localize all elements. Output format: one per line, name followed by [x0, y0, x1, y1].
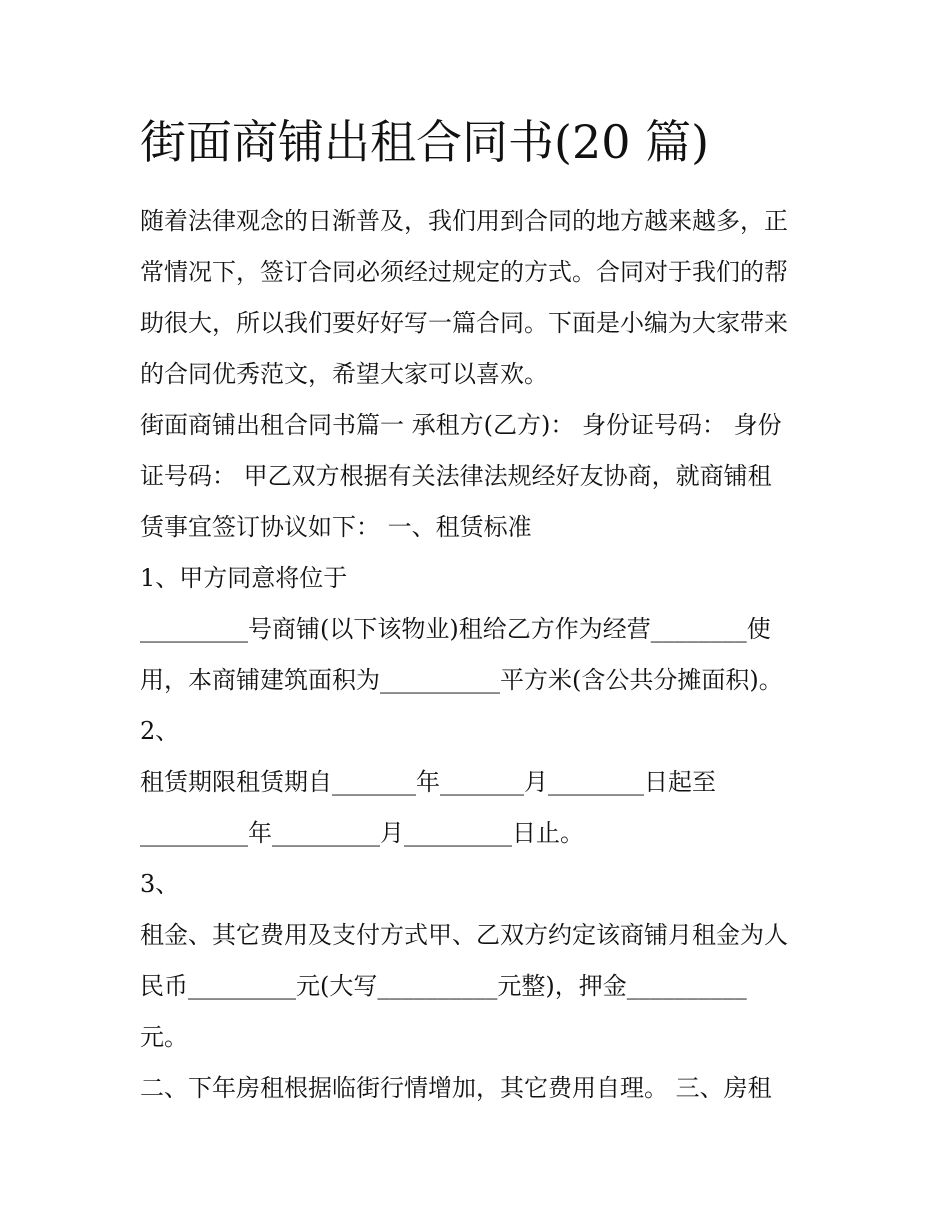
paragraph-line: 3、	[140, 870, 180, 898]
paragraph-line: 租赁期限租赁期自_______年_______月________日起至	[140, 768, 716, 796]
paragraph-line: 1、甲方同意将位于	[140, 564, 348, 592]
paragraph-line: 用，本商铺建筑面积为__________平方米(含公共分摊面积)。	[140, 666, 783, 694]
document-title: 街面商铺出租合同书(20 篇)	[140, 115, 710, 169]
paragraph-line: 民币_________元(大写__________元整)，押金__________	[140, 972, 747, 1000]
paragraph-line: 租金、其它费用及支付方式甲、乙双方约定该商铺月租金为人	[140, 921, 788, 949]
paragraph-line: 助很大，所以我们要好好写一篇合同。下面是小编为大家带来	[140, 309, 788, 337]
paragraph-line: 街面商铺出租合同书篇一 承租方(乙方)： 身份证号码： 身份	[140, 411, 782, 439]
paragraph-line: 常情况下，签订合同必须经过规定的方式。合同对于我们的帮	[140, 258, 788, 286]
paragraph-line: 元。	[140, 1023, 188, 1051]
paragraph-line: 二、下年房租根据临街行情增加，其它费用自理。 三、房租	[140, 1074, 772, 1102]
paragraph-line: _________年_________月_________日止。	[140, 819, 584, 847]
paragraph-line: 赁事宜签订协议如下： 一、租赁标准	[140, 513, 532, 541]
paragraph-line: 随着法律观念的日渐普及，我们用到合同的地方越来越多，正	[140, 207, 788, 235]
paragraph-line: _________号商铺(以下该物业)租给乙方作为经营________使	[140, 615, 771, 643]
paragraph-line: 2、	[140, 717, 180, 745]
paragraph-line: 证号码： 甲乙双方根据有关法律法规经好友协商，就商铺租	[140, 462, 772, 490]
paragraph-line: 的合同优秀范文，希望大家可以喜欢。	[140, 360, 548, 388]
